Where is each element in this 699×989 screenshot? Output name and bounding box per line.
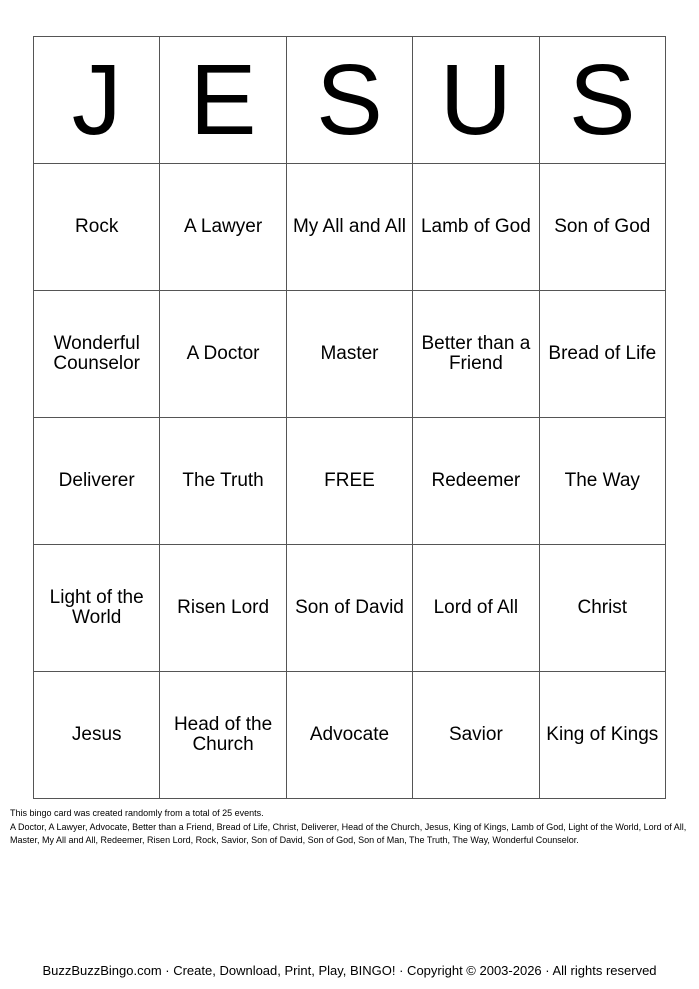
- header-letter: S: [286, 37, 412, 164]
- bingo-cell: A Doctor: [160, 291, 286, 418]
- bingo-cell: Risen Lord: [160, 545, 286, 672]
- bingo-cell: The Way: [539, 418, 665, 545]
- bingo-cell: Light of the World: [34, 545, 160, 672]
- bingo-cell: Better than a Friend: [413, 291, 539, 418]
- bingo-cell: My All and All: [286, 164, 412, 291]
- bingo-cell: King of Kings: [539, 672, 665, 799]
- free-space-cell: FREE: [286, 418, 412, 545]
- bingo-cell: Head of the Church: [160, 672, 286, 799]
- card-row: [34, 291, 666, 418]
- bingo-cell: The Truth: [160, 418, 286, 545]
- page-footer: BuzzBuzzBingo.com · Create, Download, Print, Play, BINGO! · Copyright © 2003-2026 · All rights reserved: [42, 963, 657, 978]
- bingo-cell: Bread of Life: [539, 291, 665, 418]
- card-row: [34, 545, 666, 672]
- bingo-cell: Lord of All: [413, 545, 539, 672]
- bingo-cell: Wonderful Counselor: [34, 291, 160, 418]
- card-row: [34, 164, 666, 291]
- bingo-cell: Christ: [539, 545, 665, 672]
- bingo-cell: A Lawyer: [160, 164, 286, 291]
- card-footnote: [10, 807, 690, 848]
- bingo-cell: Son of David: [286, 545, 412, 672]
- header-row: [34, 37, 666, 164]
- bingo-cell: Advocate: [286, 672, 412, 799]
- bingo-cell: Savior: [413, 672, 539, 799]
- bingo-cell: Redeemer: [413, 418, 539, 545]
- footnote-events-list: A Doctor, A Lawyer, Advocate, Better than a Friend, Bread of Life, Christ, Deliverer, Head of the Church, Jesus, King of Kings, Lamb of God, Light of the World, Lord of All, Master, My All and All, Redeemer, Risen Lord, Rock, Savior, Son of David, Son of God, Son of Man, The Truth, The Way, Wonderful Counselor.: [10, 821, 687, 845]
- header-letter: E: [160, 37, 286, 164]
- header-letter: S: [539, 37, 665, 164]
- header-letter: U: [413, 37, 539, 164]
- bingo-cell: Jesus: [34, 672, 160, 799]
- footnote-intro: This bingo card was created randomly from a total of 25 events.: [10, 808, 264, 818]
- bingo-cell: Son of God: [539, 164, 665, 291]
- bingo-card: [33, 36, 666, 799]
- header-letter: J: [34, 37, 160, 164]
- bingo-cell: Rock: [34, 164, 160, 291]
- bingo-cell: Lamb of God: [413, 164, 539, 291]
- bingo-cell: Master: [286, 291, 412, 418]
- bingo-cell: Deliverer: [34, 418, 160, 545]
- card-row: [34, 418, 666, 545]
- card-row: [34, 672, 666, 799]
